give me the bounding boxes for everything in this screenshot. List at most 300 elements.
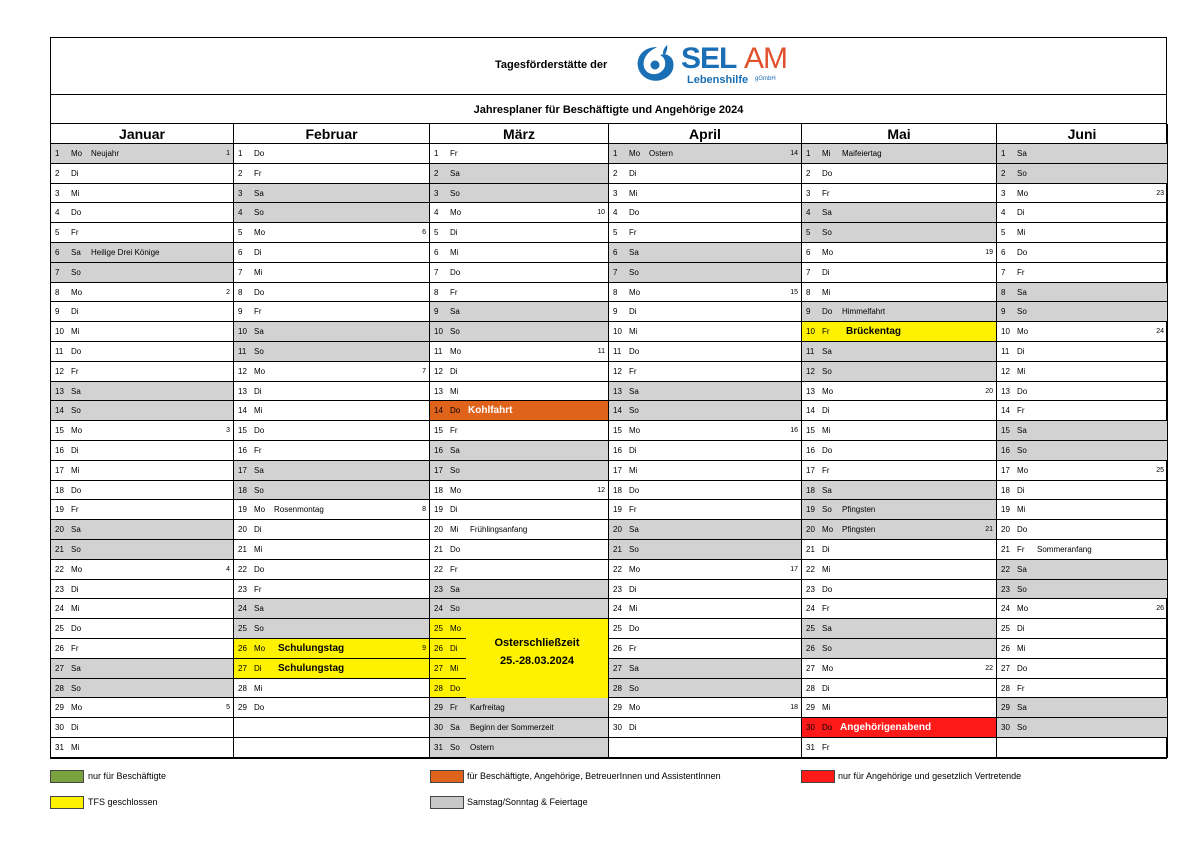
day-number: 5 [613,228,618,238]
week-number: 23 [1156,189,1164,197]
weekday: Di [1017,208,1025,218]
day-number: 11 [434,347,443,356]
weekday: Fr [71,366,79,376]
legend-swatch-feiertage [430,796,464,809]
day-cell [802,500,996,520]
day-number: 3 [806,188,811,198]
weekday: Mo [254,644,266,653]
easter-closure-dates: 25.-28.03.2024 [499,655,574,668]
legend-label-alle: für Beschäftigte, Angehörige, BetreuerInnen und AssistentInnen [467,771,721,781]
day-number: 4 [613,208,618,218]
weekday: Do [254,703,265,713]
day-number: 11 [806,347,815,356]
day-cell [234,659,429,679]
weekday: Mi [629,465,638,475]
weekday: Mo [71,287,83,297]
day-number: 15 [434,426,443,436]
day-number: 27 [434,663,443,673]
weekday: Mo [629,149,641,158]
day-cell [234,144,429,164]
day-number: 16 [55,446,64,455]
day-cell [997,144,1167,164]
day-number: 13 [613,386,622,396]
day-cell [609,500,801,520]
month-column [802,144,997,758]
day-cell [430,283,608,303]
day-event: Karfreitag [470,703,505,713]
day-cell [51,520,233,540]
month-column [430,144,609,758]
day-cell [51,500,233,520]
day-event: Pfingsten [842,525,876,535]
weekday: Mo [629,564,641,574]
easter-closure-block [466,619,608,698]
day-number: 8 [55,287,60,297]
day-number: 9 [434,307,439,317]
day-number: 5 [55,228,60,238]
day-cell [234,679,429,699]
day-cell [997,619,1167,639]
day-cell [51,184,233,204]
day-cell [430,580,608,600]
day-number: 10 [806,327,815,337]
week-number: 19 [985,249,993,256]
weekday: Mo [629,703,641,713]
day-cell [997,679,1167,699]
day-number: 17 [434,465,443,475]
weekday: Fr [629,644,637,653]
day-cell [51,382,233,402]
day-number: 27 [238,663,247,673]
day-cell [234,599,429,619]
weekday: Fr [450,287,458,297]
day-number: 17 [1001,465,1010,475]
day-cell [609,560,801,580]
week-number: 8 [422,506,426,514]
day-event: Frühlingsanfang [470,525,528,535]
day-number: 9 [806,307,811,317]
weekday: Mo [822,386,834,396]
day-number: 30 [1001,723,1010,733]
day-cell [234,223,429,243]
day-number: 29 [806,703,815,713]
weekday: Mi [1017,228,1026,238]
weekday: Sa [450,168,460,178]
day-number: 21 [806,545,815,554]
weekday: Mi [254,406,263,416]
day-number: 10 [434,327,443,337]
month-column [51,144,234,758]
day-cell [51,342,233,362]
weekday: Mi [822,287,831,297]
day-cell [997,382,1167,402]
weekday: Do [629,208,640,218]
month-column [234,144,430,758]
weekday: Fr [450,426,458,436]
day-number: 30 [55,723,64,733]
day-cell [997,659,1167,679]
day-event: Schulungstag [278,643,345,654]
day-cell [51,461,233,481]
day-cell [609,263,801,283]
weekday: Di [71,584,79,594]
weekday: So [450,604,460,614]
day-cell [802,184,996,204]
weekday: Sa [450,723,460,733]
day-cell [51,401,233,421]
weekday: So [822,366,832,376]
day-event: Ostern [470,743,495,752]
day-cell [997,639,1167,659]
day-cell [802,599,996,619]
day-number: 6 [238,248,243,257]
week-number: 26 [1156,605,1164,613]
day-cell [234,362,429,382]
day-cell [997,362,1167,382]
day-number: 13 [434,386,443,396]
weekday: Do [450,406,461,416]
weekday: So [254,347,264,356]
day-number: 19 [613,505,622,515]
day-number: 31 [434,743,443,752]
weekday: So [254,208,264,218]
weekday: Di [71,168,79,178]
day-cell [430,223,608,243]
day-number: 9 [55,307,60,317]
weekday: Di [450,505,458,515]
weekday: Fr [629,228,637,238]
weekday: Mi [629,188,638,198]
week-number: 7 [422,367,426,375]
day-cell [51,144,233,164]
day-cell [430,302,608,322]
day-cell [997,421,1167,441]
day-number: 12 [1001,366,1010,376]
day-number: 14 [1001,406,1010,416]
weekday: Do [629,624,640,634]
weekday: Mo [254,366,266,376]
day-cell [802,461,996,481]
day-number: 19 [806,505,815,515]
day-cell [802,322,996,342]
day-cell [609,520,801,540]
day-cell [51,164,233,184]
weekday: Mi [450,525,459,535]
day-event: Ostern [649,149,674,158]
day-cell [802,401,996,421]
day-number: 18 [1001,485,1010,495]
day-cell [609,362,801,382]
day-number: 4 [434,208,439,218]
weekday: So [450,743,460,752]
day-number: 10 [1001,327,1010,337]
weekday: So [1017,723,1027,733]
day-number: 9 [238,307,243,317]
day-number: 14 [55,406,64,416]
day-number: 30 [613,723,622,733]
day-cell [234,481,429,501]
day-cell [234,461,429,481]
weekday: So [822,228,832,238]
weekday: Di [71,723,79,733]
day-number: 7 [238,267,243,277]
day-cell [802,164,996,184]
day-number: 19 [55,505,64,515]
day-number: 18 [55,485,64,495]
day-cell [51,639,233,659]
weekday: Do [254,287,265,297]
weekday: Do [822,307,833,317]
week-number: 3 [226,427,230,435]
day-cell [997,401,1167,421]
day-cell [997,738,1167,758]
day-cell [51,223,233,243]
day-number: 22 [613,564,622,574]
day-number: 15 [806,426,815,436]
day-number: 10 [238,327,247,337]
day-number: 2 [238,168,243,178]
weekday: Mo [1017,188,1029,198]
day-cell [997,580,1167,600]
day-number: 26 [55,644,64,653]
weekday: Di [450,228,458,238]
day-cell [802,362,996,382]
weekday: Mi [254,545,263,554]
day-cell [430,263,608,283]
day-number: 21 [1001,545,1010,554]
month-column [609,144,802,758]
weekday: Fr [71,644,79,653]
weekday: Sa [254,604,264,614]
day-cell [51,619,233,639]
day-cell [802,698,996,718]
weekday: Do [629,485,640,495]
weekday: Mo [450,485,462,495]
logo-text-sel: SEL [681,42,737,75]
day-number: 2 [613,168,618,178]
day-cell [609,164,801,184]
day-cell [802,718,996,738]
day-number: 24 [434,604,443,614]
day-number: 9 [1001,307,1006,317]
weekday: Do [629,347,640,356]
day-number: 22 [806,564,815,574]
day-number: 14 [806,406,815,416]
weekday: Sa [629,248,639,257]
selam-logo [633,43,803,91]
day-number: 15 [238,426,247,436]
day-cell [609,580,801,600]
weekday: Mi [71,743,80,752]
day-number: 13 [238,386,247,396]
day-cell [609,679,801,699]
day-number: 26 [1001,644,1010,653]
weekday: So [450,188,460,198]
weekday: Mi [822,426,831,436]
weekday: Di [822,683,830,693]
day-cell [430,461,608,481]
day-cell [609,639,801,659]
month-header: April [609,124,802,144]
month-header-row [51,124,1166,144]
weekday: Do [450,267,461,277]
day-event: Rosenmontag [274,505,324,515]
week-number: 2 [226,288,230,296]
day-number: 16 [1001,446,1010,455]
weekday: So [71,545,81,554]
day-cell [997,184,1167,204]
day-cell [234,441,429,461]
day-cell [430,382,608,402]
day-cell [234,540,429,560]
day-cell [609,401,801,421]
weekday: Di [629,446,637,455]
day-number: 6 [434,248,439,257]
weekday: Sa [71,386,81,396]
page-title: Jahresplaner für Beschäftigte und Angehörige 2024 [473,104,744,116]
weekday: So [822,644,832,653]
logo-swirl-icon [633,43,681,85]
day-cell [234,619,429,639]
day-cell [609,738,801,758]
day-event: Sommeranfang [1037,545,1092,554]
weekday: Di [254,248,262,257]
day-cell [802,520,996,540]
month-header: Januar [51,124,234,144]
weekday: Sa [629,663,639,673]
week-number: 18 [790,704,798,712]
day-number: 5 [806,228,811,238]
day-event: Kohlfahrt [468,405,513,417]
day-cell [430,520,608,540]
week-number: 9 [422,645,426,652]
day-number: 4 [1001,208,1006,218]
day-event: Schulungstag [278,662,345,674]
day-cell [51,302,233,322]
weekday: Mo [71,426,83,436]
planner-frame [50,37,1167,759]
day-number: 6 [806,248,811,257]
day-cell [430,481,608,501]
day-cell [609,659,801,679]
day-number: 25 [238,624,247,634]
day-number: 3 [55,188,60,198]
day-cell [234,639,429,659]
weekday: Do [822,723,833,733]
weekday: Sa [254,188,264,198]
day-number: 10 [55,327,64,337]
day-number: 16 [238,446,247,455]
day-number: 2 [55,168,60,178]
weekday: Sa [450,446,460,455]
day-cell [234,302,429,322]
weekday: Sa [254,465,264,475]
day-number: 14 [434,406,443,416]
weekday: So [629,545,639,554]
weekday: So [822,505,832,515]
day-cell [609,481,801,501]
weekday: Mi [822,703,831,713]
day-number: 5 [434,228,439,238]
day-cell [997,283,1167,303]
day-cell [430,184,608,204]
day-number: 3 [238,188,243,198]
day-cell [430,203,608,223]
day-number: 27 [613,663,622,673]
day-cell [234,283,429,303]
weekday: Di [71,446,79,455]
day-cell [51,718,233,738]
weekday: Mi [254,267,263,277]
day-number: 19 [1001,505,1010,515]
day-cell [609,283,801,303]
day-number: 24 [1001,604,1010,614]
day-number: 22 [1001,564,1010,574]
day-number: 17 [613,465,622,475]
day-number: 21 [613,545,622,554]
legend [50,768,1167,818]
day-cell [430,401,608,421]
day-number: 8 [613,287,618,297]
weekday: Mo [450,624,462,634]
day-number: 8 [806,287,811,297]
day-cell [997,223,1167,243]
day-number: 7 [613,267,618,277]
weekday: Mi [629,604,638,614]
weekday: Di [629,584,637,594]
weekday: Do [822,584,833,594]
weekday: Di [71,307,79,317]
day-number: 2 [434,168,439,178]
weekday: Do [71,485,82,495]
day-number: 15 [613,426,622,436]
day-cell [234,421,429,441]
weekday: Mo [71,703,83,713]
day-cell [234,580,429,600]
day-cell [997,322,1167,342]
day-cell [609,718,801,738]
weekday: Do [71,624,82,634]
day-number: 24 [238,604,247,614]
day-number: 6 [55,248,60,257]
day-cell [234,718,429,738]
day-number: 1 [1001,149,1006,158]
day-number: 7 [55,267,60,277]
day-number: 22 [238,564,247,574]
day-number: 17 [55,465,64,475]
day-number: 26 [613,644,622,653]
weekday: Mi [254,683,263,693]
weekday: So [1017,584,1027,594]
day-number: 11 [613,347,622,356]
day-number: 26 [434,644,443,653]
weekday: Fr [1017,267,1025,277]
day-cell [430,342,608,362]
day-number: 8 [434,287,439,297]
calendar-grid [51,144,1166,758]
week-number: 17 [790,565,798,573]
day-cell [234,243,429,263]
weekday: Do [254,426,265,436]
weekday: Fr [450,703,458,713]
day-number: 14 [238,406,247,416]
weekday: Fr [822,743,830,752]
weekday: Di [822,406,830,416]
day-cell [609,342,801,362]
legend-swatch-geschlossen [50,796,84,809]
day-number: 18 [806,485,815,495]
week-number: 16 [790,427,798,435]
